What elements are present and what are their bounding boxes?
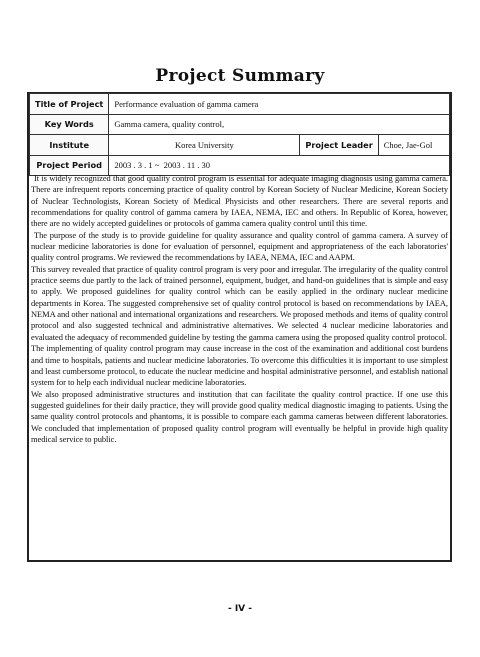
period-value: 2003 . 3 . 1 ~ 2003 . 11 . 30 [109, 155, 450, 176]
period-label: Project Period [30, 155, 109, 176]
title-label: Title of Project [30, 94, 109, 115]
leader-label: Project Leader [300, 135, 378, 156]
page-number: - IV - [227, 604, 253, 614]
summary-paragraph-3: This survey revealed that practice of quality control program is very poor and irregular. The irregularity of the quality control practice seems due partly to the lack of trained personnel, equipment, budget, and hand-on guidelines that is simple and easy to apply. We proposed guidelines for quality control which can be easily applied in the ordinary nuclear medicine departments in Korea. The suggested comprehensive set of quality control protocol is based on recommendations by IAEA, NEMA and other national and international organizations and researchers. We proposed methods and items of quality control protocol and also suggested technical and administrative alternatives. We selected 4 nuclear medicine laboratories and evaluated the adequacy of recommended guideline by testing the gamma camera using the proposed quality control protocol. [31, 263, 448, 342]
title-value: Performance evaluation of gamma camera [109, 94, 450, 115]
project-info-table [29, 93, 450, 176]
page-title: Project Summary [155, 66, 325, 86]
keywords-label: Key Words [30, 114, 109, 135]
leader-value: Choe, Jae-Gol [378, 135, 449, 156]
institute-label: Institute [30, 135, 109, 156]
institute-value: Korea University [109, 135, 300, 156]
title-row [30, 94, 450, 115]
summary-paragraph-2: The purpose of the study is to provide guideline for quality assurance and quality control of gamma camera. A survey of nuclear medicine laboratories is done for evaluation of personnel, equipment and appropriateness of the each laboratories' quality control programs. We reviewed the recommendations by IAEA, NEMA, IEC and AAPM. [31, 229, 448, 263]
summary-paragraph-1: It is widely recognized that good quality control program is essential for adequate imaging diagnosis using gamma camera. There are infrequent reports concerning practice of quality control by Korean Society of Nuclear Medicine, Korean Society of Nuclear Technologists, Korean Society of Medical Physicists and other researchers. There are several reports and recommendations for quality control of gamma camera by IAEA, NEMA, IEC and others. In Republic of Korea, however, there are no widely accepted guidelines or protocols of gamma camera quality control until this time. [31, 173, 448, 229]
keywords-value: Gamma camera, quality control, [109, 114, 450, 135]
keywords-row [30, 114, 450, 135]
summary-paragraph-5: We also proposed administrative structures and institution that can facilitate the quality control practice. If one use this suggested guidelines for their daily practice, they will provide good quality medical diagnostic imaging to patients. Using the same quality control protocols and phantoms, it is possible to compare each gamma cameras between different laboratories. We concluded that implementation of proposed quality control program will eventually be helpful in provide high quality medical service to public. [31, 388, 448, 444]
summary-body [31, 173, 448, 445]
summary-paragraph-4: The implementing of quality control program may cause increase in the cost of the examination and additional cost burdens and time to hospitals, patients and nuclear medicine laboratories. To overcome this difficulties it is important to use simplest and least cumbersome protocol, to educate the nuclear medicine and hospital administrative personnel, and establish national system for to help each individual nuclear medicine laboratories. [31, 343, 448, 388]
institute-row [30, 135, 450, 156]
